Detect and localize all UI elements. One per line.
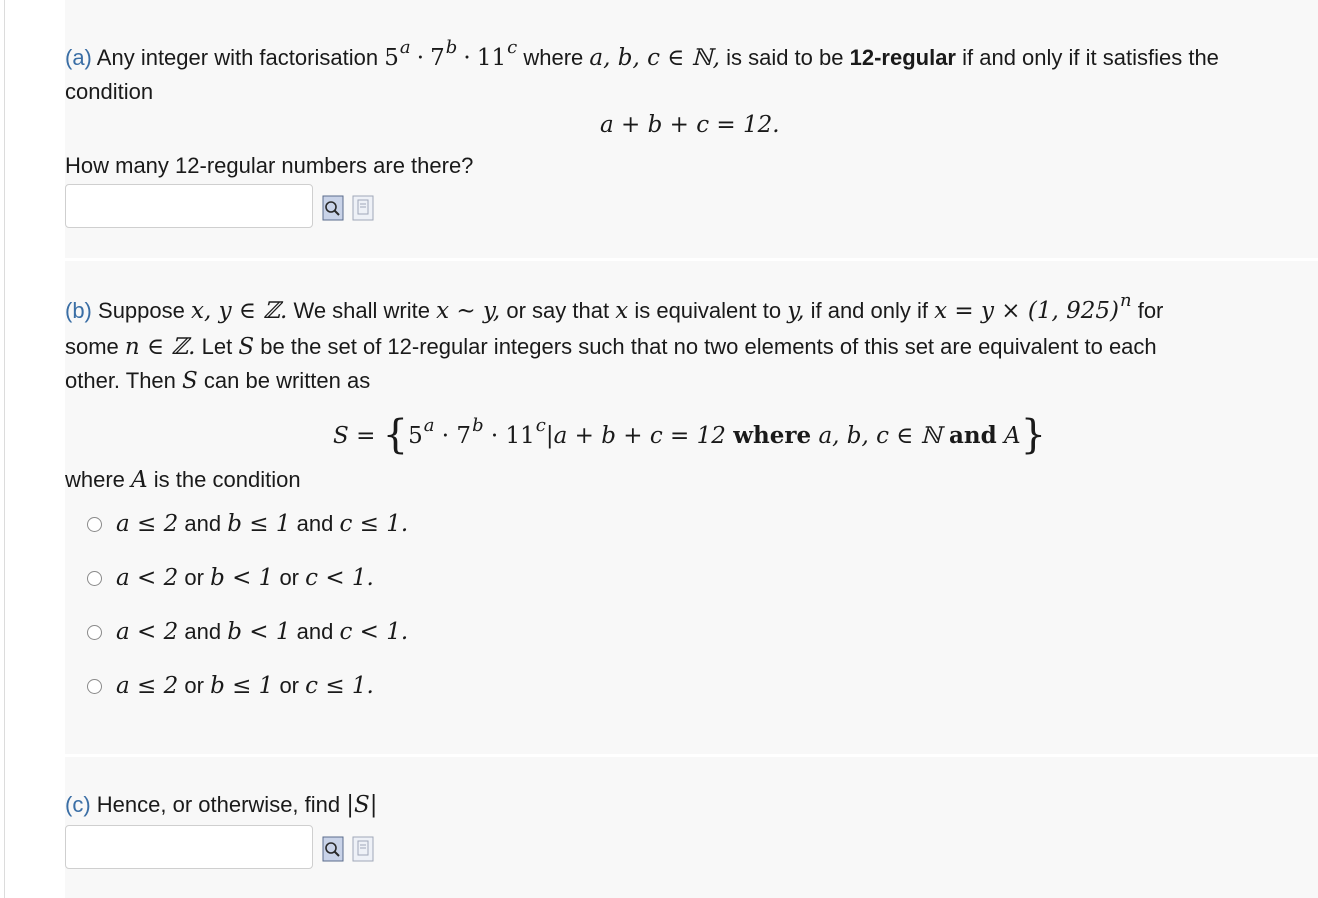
option-3[interactable] xyxy=(87,617,408,647)
math: x ∼ y, xyxy=(436,298,501,324)
math-exp-b: b xyxy=(472,415,484,436)
math-exp-b: b xyxy=(445,37,458,58)
radio-button[interactable] xyxy=(87,571,102,586)
part-b-label: (b) xyxy=(65,298,92,323)
brace-close: } xyxy=(1020,412,1047,458)
text: Let xyxy=(201,334,233,359)
math: c ≤ 1. xyxy=(339,511,409,537)
math: x xyxy=(615,298,629,324)
option-4[interactable] xyxy=(87,671,374,701)
math: x = y × (1, 925) xyxy=(934,298,1119,324)
math: c < 1. xyxy=(305,565,374,591)
text: where xyxy=(65,467,125,492)
math-exp-a: a xyxy=(399,37,411,58)
math: n ∈ ℤ. xyxy=(124,334,196,360)
text: We shall write xyxy=(293,298,430,323)
radio-button[interactable] xyxy=(87,679,102,694)
math-vars: a, b, c ∈ ℕ, xyxy=(589,45,720,71)
math: b ≤ 1 xyxy=(210,673,274,699)
math-exp-c: c xyxy=(507,37,518,58)
part-c-question xyxy=(65,787,378,823)
part-b-line-2 xyxy=(65,329,1157,365)
math-base-5: 5 xyxy=(384,45,399,71)
text: Hence, or otherwise, find xyxy=(96,792,341,817)
math: x, y ∈ ℤ. xyxy=(191,298,288,324)
part-a-is-said: is said to be xyxy=(726,45,844,70)
math-text: and xyxy=(948,422,997,449)
math: · 11 xyxy=(490,423,535,449)
part-a-line-2: condition xyxy=(65,79,154,104)
where-a-condition xyxy=(65,462,301,498)
question-part-c xyxy=(65,757,1318,898)
math-exp-a: a xyxy=(423,415,435,436)
math: a ≤ 2 xyxy=(116,673,179,699)
text: or xyxy=(184,673,204,698)
math: a, b, c ∈ ℕ xyxy=(818,423,942,449)
text: Suppose xyxy=(98,298,185,323)
math: A xyxy=(1004,423,1021,449)
part-a-where: where xyxy=(523,45,584,70)
math-exp-c: c xyxy=(535,415,546,436)
text: some xyxy=(65,334,119,359)
math: S xyxy=(238,334,255,360)
question-part-a xyxy=(65,0,1318,258)
math: A xyxy=(131,467,148,493)
option-1[interactable] xyxy=(87,509,408,539)
math: a < 2 xyxy=(116,565,179,591)
part-a-question: How many 12-regular numbers are there? xyxy=(65,153,474,178)
paste-icon[interactable] xyxy=(352,195,374,221)
math: a ≤ 2 xyxy=(116,511,179,537)
part-c-answer-input[interactable] xyxy=(65,825,313,869)
set-definition xyxy=(333,407,1047,458)
text: be the set of 12-regular integers such that no two elements of this set are equivalent to each xyxy=(260,334,1157,359)
text: and xyxy=(296,511,334,536)
part-a-intro: Any integer with factorisation xyxy=(96,45,379,70)
math-exp-n: n xyxy=(1119,290,1132,311)
question-part-b xyxy=(65,261,1318,754)
part-a-answer-input[interactable] xyxy=(65,184,313,228)
part-b-line-3 xyxy=(65,363,370,399)
text: or xyxy=(279,565,299,590)
math: b < 1 xyxy=(227,619,291,645)
part-c-label: (c) xyxy=(65,792,91,817)
math-base-7: 7 xyxy=(430,45,445,71)
option-2[interactable] xyxy=(87,563,374,593)
radio-button[interactable] xyxy=(87,625,102,640)
part-b-line-1 xyxy=(65,290,1164,330)
math: y, xyxy=(787,298,805,324)
math: c < 1. xyxy=(339,619,409,645)
text: is the condition xyxy=(153,467,301,492)
text: if and only if xyxy=(810,298,928,323)
part-a-tail: if and only if it satisfies the xyxy=(962,45,1219,70)
text: and xyxy=(184,619,222,644)
part-a-equation: a + b + c = 12. xyxy=(600,112,780,138)
math: c ≤ 1. xyxy=(305,673,374,699)
text: or xyxy=(184,565,204,590)
text: for xyxy=(1137,298,1164,323)
paste-icon[interactable] xyxy=(352,836,374,862)
part-a-line-1 xyxy=(65,37,1219,77)
math-dot: · xyxy=(416,45,424,71)
text: is equivalent to xyxy=(634,298,782,323)
preview-icon[interactable] xyxy=(322,836,344,862)
math-base-11: 11 xyxy=(476,45,507,71)
brace-open: { xyxy=(382,412,409,458)
term-12-regular: 12-regular xyxy=(849,45,956,70)
math: · 7 xyxy=(441,423,472,449)
math: b < 1 xyxy=(210,565,274,591)
math: a < 2 xyxy=(116,619,179,645)
math: |a + b + c = 12 xyxy=(545,423,726,449)
text: can be written as xyxy=(203,368,371,393)
preview-icon[interactable] xyxy=(322,195,344,221)
text: or xyxy=(279,673,299,698)
math-abs-s: |S| xyxy=(346,792,378,818)
math: 5 xyxy=(408,423,423,449)
text: other. Then xyxy=(65,368,176,393)
math-text: where xyxy=(733,422,812,449)
math: b ≤ 1 xyxy=(227,511,291,537)
part-a-label: (a) xyxy=(65,45,92,70)
text: or say that xyxy=(506,298,610,323)
text: and xyxy=(296,619,334,644)
left-border xyxy=(4,0,5,898)
math: S xyxy=(182,368,198,394)
math-dot: · xyxy=(463,45,471,71)
math: S = xyxy=(333,423,376,449)
radio-button[interactable] xyxy=(87,517,102,532)
text: and xyxy=(184,511,222,536)
